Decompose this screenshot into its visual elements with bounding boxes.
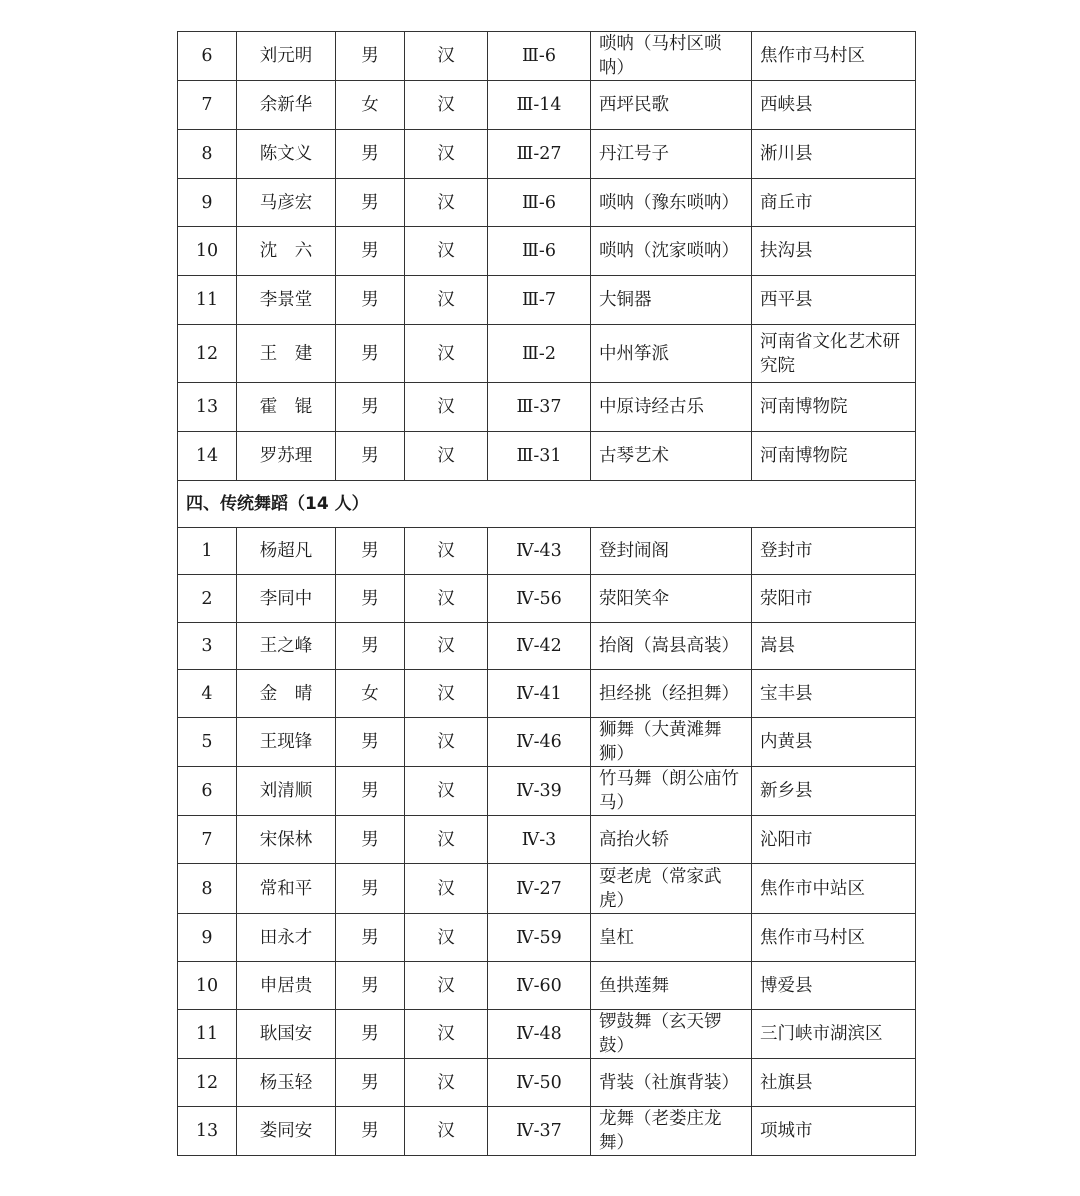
cell-project-code: Ⅲ-7: [488, 276, 591, 325]
cell-number: 1: [178, 528, 237, 575]
cell-project-code: Ⅳ-48: [488, 1010, 591, 1059]
cell-project-code: Ⅲ-37: [488, 383, 591, 432]
cell-project-name: 龙舞（老娄庄龙舞）: [591, 1107, 752, 1156]
cell-ethnicity: 汉: [405, 670, 488, 718]
cell-name: 常和平: [237, 864, 336, 914]
cell-name: 王 建: [237, 325, 336, 383]
table-row: [178, 528, 916, 575]
table-row: [178, 227, 916, 276]
cell-number: 7: [178, 81, 237, 130]
cell-ethnicity: 汉: [405, 575, 488, 623]
cell-name: 刘元明: [237, 32, 336, 81]
table-row: [178, 1010, 916, 1059]
cell-declaring-unit: 沁阳市: [752, 816, 916, 864]
cell-gender: 男: [336, 130, 405, 179]
cell-project-name: 抬阁（嵩县高装）: [591, 623, 752, 670]
cell-declaring-unit: 项城市: [752, 1107, 916, 1156]
cell-project-code: Ⅲ-6: [488, 179, 591, 227]
cell-gender: 男: [336, 227, 405, 276]
cell-project-code: Ⅳ-46: [488, 718, 591, 767]
cell-ethnicity: 汉: [405, 1059, 488, 1107]
cell-project-code: Ⅳ-39: [488, 767, 591, 816]
cell-gender: 男: [336, 718, 405, 767]
cell-name: 耿国安: [237, 1010, 336, 1059]
cell-ethnicity: 汉: [405, 1107, 488, 1156]
cell-name: 宋保林: [237, 816, 336, 864]
cell-name: 田永才: [237, 914, 336, 962]
cell-project-name: 鱼拱莲舞: [591, 962, 752, 1010]
cell-ethnicity: 汉: [405, 179, 488, 227]
table-row: [178, 325, 916, 383]
cell-name: 霍 锟: [237, 383, 336, 432]
cell-project-name: 耍老虎（常家武虎）: [591, 864, 752, 914]
table-row: [178, 575, 916, 623]
cell-name: 李景堂: [237, 276, 336, 325]
cell-project-name: 担经挑（经担舞）: [591, 670, 752, 718]
cell-name: 沈 六: [237, 227, 336, 276]
cell-declaring-unit: 西平县: [752, 276, 916, 325]
cell-project-name: 背装（社旗背装）: [591, 1059, 752, 1107]
table-row: [178, 914, 916, 962]
cell-gender: 男: [336, 528, 405, 575]
cell-project-name: 唢呐（沈家唢呐）: [591, 227, 752, 276]
table-body: [178, 32, 916, 1156]
cell-project-name: 登封闹阁: [591, 528, 752, 575]
cell-project-name: 竹马舞（朗公庙竹马）: [591, 767, 752, 816]
cell-declaring-unit: 嵩县: [752, 623, 916, 670]
cell-project-code: Ⅳ-42: [488, 623, 591, 670]
table-row: [178, 179, 916, 227]
table-row: [178, 32, 916, 81]
cell-name: 王之峰: [237, 623, 336, 670]
cell-number: 14: [178, 432, 237, 481]
cell-number: 12: [178, 325, 237, 383]
cell-ethnicity: 汉: [405, 816, 488, 864]
cell-project-code: Ⅳ-56: [488, 575, 591, 623]
cell-number: 8: [178, 864, 237, 914]
section-title: 四、传统舞蹈（14 人）: [178, 481, 916, 528]
cell-declaring-unit: 博爱县: [752, 962, 916, 1010]
cell-name: 王现锋: [237, 718, 336, 767]
cell-gender: 男: [336, 623, 405, 670]
cell-project-code: Ⅲ-14: [488, 81, 591, 130]
cell-declaring-unit: 淅川县: [752, 130, 916, 179]
table-row: [178, 81, 916, 130]
cell-name: 罗苏理: [237, 432, 336, 481]
cell-gender: 男: [336, 962, 405, 1010]
cell-number: 8: [178, 130, 237, 179]
cell-declaring-unit: 三门峡市湖滨区: [752, 1010, 916, 1059]
cell-project-code: Ⅲ-6: [488, 227, 591, 276]
cell-ethnicity: 汉: [405, 276, 488, 325]
cell-gender: 男: [336, 325, 405, 383]
cell-name: 杨超凡: [237, 528, 336, 575]
cell-gender: 男: [336, 276, 405, 325]
cell-ethnicity: 汉: [405, 81, 488, 130]
cell-number: 5: [178, 718, 237, 767]
cell-gender: 男: [336, 864, 405, 914]
table-row: [178, 276, 916, 325]
cell-number: 9: [178, 914, 237, 962]
cell-project-code: Ⅳ-60: [488, 962, 591, 1010]
table-row: [178, 962, 916, 1010]
cell-declaring-unit: 焦作市中站区: [752, 864, 916, 914]
cell-project-name: 中州筝派: [591, 325, 752, 383]
cell-project-name: 西坪民歌: [591, 81, 752, 130]
cell-number: 13: [178, 1107, 237, 1156]
cell-project-code: Ⅳ-50: [488, 1059, 591, 1107]
cell-project-code: Ⅳ-43: [488, 528, 591, 575]
cell-declaring-unit: 河南博物院: [752, 383, 916, 432]
cell-gender: 男: [336, 914, 405, 962]
cell-declaring-unit: 焦作市马村区: [752, 32, 916, 81]
cell-declaring-unit: 河南博物院: [752, 432, 916, 481]
cell-name: 杨玉轻: [237, 1059, 336, 1107]
cell-project-name: 皇杠: [591, 914, 752, 962]
cell-ethnicity: 汉: [405, 864, 488, 914]
cell-ethnicity: 汉: [405, 767, 488, 816]
table-row: [178, 130, 916, 179]
cell-gender: 女: [336, 81, 405, 130]
cell-project-name: 高抬火轿: [591, 816, 752, 864]
cell-gender: 男: [336, 1059, 405, 1107]
cell-gender: 男: [336, 1010, 405, 1059]
cell-gender: 女: [336, 670, 405, 718]
cell-name: 李同中: [237, 575, 336, 623]
cell-declaring-unit: 商丘市: [752, 179, 916, 227]
cell-project-name: 丹江号子: [591, 130, 752, 179]
cell-name: 娄同安: [237, 1107, 336, 1156]
cell-project-name: 唢呐（豫东唢呐）: [591, 179, 752, 227]
table-row: [178, 1059, 916, 1107]
cell-ethnicity: 汉: [405, 623, 488, 670]
cell-gender: 男: [336, 432, 405, 481]
cell-ethnicity: 汉: [405, 130, 488, 179]
cell-declaring-unit: 焦作市马村区: [752, 914, 916, 962]
cell-project-name: 唢呐（马村区唢呐）: [591, 32, 752, 81]
cell-number: 3: [178, 623, 237, 670]
cell-declaring-unit: 登封市: [752, 528, 916, 575]
cell-declaring-unit: 扶沟县: [752, 227, 916, 276]
cell-number: 10: [178, 962, 237, 1010]
cell-project-code: Ⅳ-27: [488, 864, 591, 914]
cell-ethnicity: 汉: [405, 432, 488, 481]
cell-project-name: 古琴艺术: [591, 432, 752, 481]
section-header-row: [178, 481, 916, 528]
cell-gender: 男: [336, 32, 405, 81]
table-row: [178, 718, 916, 767]
cell-declaring-unit: 宝丰县: [752, 670, 916, 718]
cell-ethnicity: 汉: [405, 32, 488, 81]
cell-gender: 男: [336, 383, 405, 432]
cell-number: 6: [178, 767, 237, 816]
cell-ethnicity: 汉: [405, 528, 488, 575]
table-row: [178, 767, 916, 816]
inheritors-table: [177, 31, 916, 1156]
cell-project-code: Ⅳ-41: [488, 670, 591, 718]
cell-ethnicity: 汉: [405, 383, 488, 432]
table-row: [178, 432, 916, 481]
cell-declaring-unit: 新乡县: [752, 767, 916, 816]
table-row: [178, 864, 916, 914]
cell-project-code: Ⅲ-31: [488, 432, 591, 481]
cell-project-code: Ⅲ-27: [488, 130, 591, 179]
cell-number: 10: [178, 227, 237, 276]
table-row: [178, 816, 916, 864]
cell-declaring-unit: 社旗县: [752, 1059, 916, 1107]
cell-number: 12: [178, 1059, 237, 1107]
cell-project-name: 大铜器: [591, 276, 752, 325]
cell-number: 4: [178, 670, 237, 718]
cell-number: 11: [178, 276, 237, 325]
cell-gender: 男: [336, 179, 405, 227]
cell-number: 2: [178, 575, 237, 623]
cell-name: 刘清顺: [237, 767, 336, 816]
cell-gender: 男: [336, 575, 405, 623]
cell-ethnicity: 汉: [405, 1010, 488, 1059]
cell-declaring-unit: 河南省文化艺术研究院: [752, 325, 916, 383]
cell-number: 9: [178, 179, 237, 227]
cell-ethnicity: 汉: [405, 718, 488, 767]
cell-project-code: Ⅲ-6: [488, 32, 591, 81]
cell-name: 金 晴: [237, 670, 336, 718]
cell-gender: 男: [336, 767, 405, 816]
cell-name: 马彦宏: [237, 179, 336, 227]
cell-ethnicity: 汉: [405, 914, 488, 962]
cell-number: 11: [178, 1010, 237, 1059]
cell-project-code: Ⅳ-3: [488, 816, 591, 864]
cell-project-code: Ⅲ-2: [488, 325, 591, 383]
cell-number: 6: [178, 32, 237, 81]
cell-name: 陈文义: [237, 130, 336, 179]
cell-declaring-unit: 西峡县: [752, 81, 916, 130]
table-row: [178, 670, 916, 718]
cell-project-code: Ⅳ-59: [488, 914, 591, 962]
cell-number: 7: [178, 816, 237, 864]
table-row: [178, 383, 916, 432]
cell-project-name: 中原诗经古乐: [591, 383, 752, 432]
cell-gender: 男: [336, 816, 405, 864]
cell-name: 余新华: [237, 81, 336, 130]
cell-project-name: 荥阳笑伞: [591, 575, 752, 623]
cell-gender: 男: [336, 1107, 405, 1156]
cell-number: 13: [178, 383, 237, 432]
cell-project-code: Ⅳ-37: [488, 1107, 591, 1156]
cell-name: 申居贵: [237, 962, 336, 1010]
cell-ethnicity: 汉: [405, 325, 488, 383]
table-row: [178, 1107, 916, 1156]
cell-ethnicity: 汉: [405, 962, 488, 1010]
cell-project-name: 锣鼓舞（玄天锣鼓）: [591, 1010, 752, 1059]
cell-ethnicity: 汉: [405, 227, 488, 276]
cell-declaring-unit: 荥阳市: [752, 575, 916, 623]
cell-declaring-unit: 内黄县: [752, 718, 916, 767]
cell-project-name: 狮舞（大黄滩舞狮）: [591, 718, 752, 767]
table-row: [178, 623, 916, 670]
